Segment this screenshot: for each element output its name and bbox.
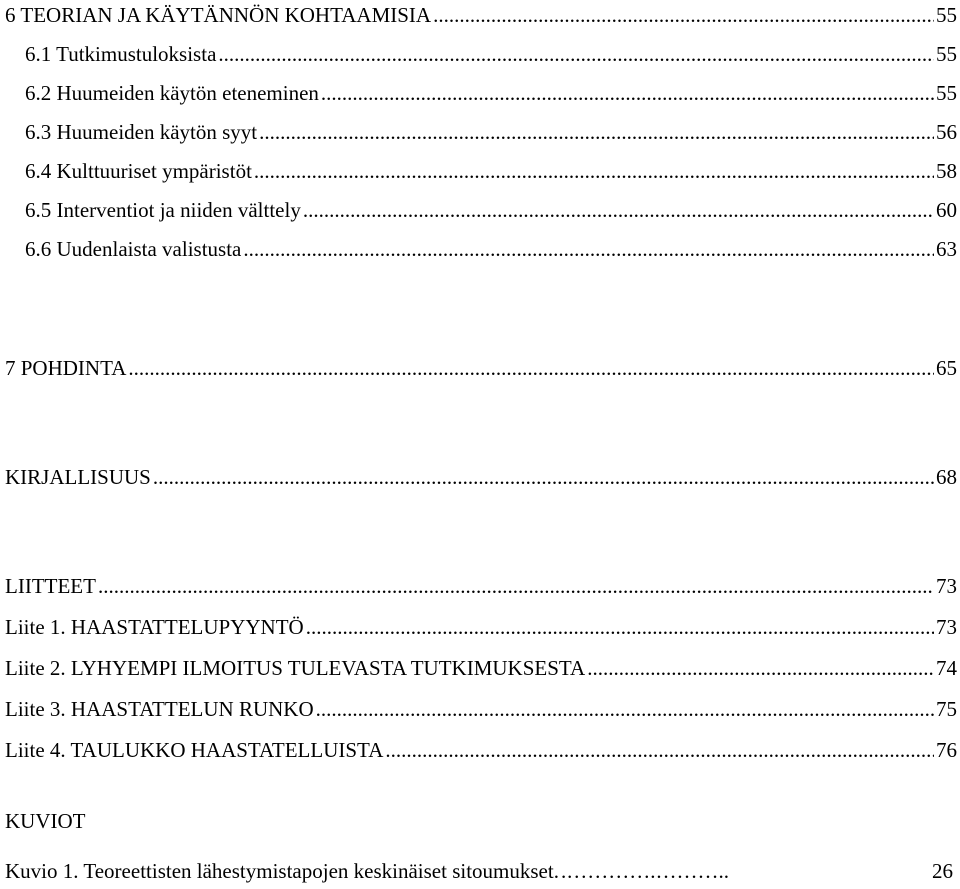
toc-entry-label: LIITTEET bbox=[5, 574, 96, 598]
toc-entry bbox=[25, 158, 960, 184]
toc-entry bbox=[5, 696, 960, 722]
toc-entry bbox=[5, 737, 960, 763]
toc-leader-dots bbox=[98, 573, 934, 599]
toc-entry-page: 56 bbox=[936, 120, 957, 144]
toc-entry-page: 55 bbox=[936, 81, 957, 105]
toc-leader-dots bbox=[321, 80, 934, 106]
toc-leader-dots bbox=[259, 119, 934, 145]
toc-entry-label: Liite 3. HAASTATTELUN RUNKO bbox=[5, 697, 314, 721]
toc-entry-label: 6.4 Kulttuuriset ympäristöt bbox=[25, 159, 252, 183]
toc-entry-page: 63 bbox=[936, 237, 957, 261]
toc-entry-label: 6.1 Tutkimustuloksista bbox=[25, 42, 217, 66]
toc-leader-dots bbox=[433, 2, 934, 28]
figures-heading: KUVIOT bbox=[5, 809, 86, 833]
toc-leader-dots bbox=[303, 197, 934, 223]
toc-leader-dots bbox=[153, 464, 934, 490]
figure-entry-page: 26 bbox=[932, 859, 953, 883]
toc-entry-label: 6 TEORIAN JA KÄYTÄNNÖN KOHTAAMISIA bbox=[5, 3, 432, 27]
toc-entry-page: 76 bbox=[936, 738, 957, 762]
toc-entry-label: 6.3 Huumeiden käytön syyt bbox=[25, 120, 258, 144]
toc-leader-dots bbox=[218, 41, 934, 67]
toc-leader-dots bbox=[587, 655, 934, 681]
toc-entry-label: 7 POHDINTA bbox=[5, 356, 127, 380]
toc-leader-dots bbox=[385, 737, 934, 763]
toc-entry-page: 55 bbox=[936, 3, 957, 27]
toc-entry-page: 75 bbox=[936, 697, 957, 721]
figure-entry-leader: .………….……….. bbox=[560, 859, 729, 883]
toc-entry-page: 60 bbox=[936, 198, 957, 222]
toc-entry-page: 73 bbox=[936, 574, 957, 598]
toc-entry-label: Liite 1. HAASTATTELUPYYNTÖ bbox=[5, 615, 304, 639]
toc-entry-page: 68 bbox=[936, 465, 957, 489]
toc-entry bbox=[5, 573, 960, 599]
toc-entry bbox=[5, 655, 960, 681]
toc-entry-label: Liite 4. TAULUKKO HAASTATELLUISTA bbox=[5, 738, 384, 762]
toc-entry-page: 65 bbox=[936, 356, 957, 380]
toc-entry-page: 74 bbox=[936, 656, 957, 680]
toc-entry-label: 6.6 Uudenlaista valistusta bbox=[25, 237, 242, 261]
toc-entry bbox=[25, 80, 960, 106]
toc-entry bbox=[25, 197, 960, 223]
toc-leader-dots bbox=[316, 696, 934, 722]
toc-entry-label: KIRJALLISUUS bbox=[5, 465, 151, 489]
toc-entry bbox=[25, 119, 960, 145]
toc-entry bbox=[5, 355, 960, 381]
toc-leader-dots bbox=[243, 236, 934, 262]
toc-entry bbox=[5, 464, 960, 490]
toc-entry-page: 55 bbox=[936, 42, 957, 66]
toc-leader-dots bbox=[128, 355, 934, 381]
toc-entry bbox=[25, 41, 960, 67]
toc-entry-label: 6.2 Huumeiden käytön eteneminen bbox=[25, 81, 319, 105]
toc-entry-label: Liite 2. LYHYEMPI ILMOITUS TULEVASTA TUTKIMUKSESTA bbox=[5, 656, 586, 680]
toc-leader-dots bbox=[254, 158, 934, 184]
toc-entry bbox=[5, 2, 960, 28]
toc-entry-page: 73 bbox=[936, 615, 957, 639]
figure-entry bbox=[5, 858, 960, 884]
toc-leader-dots bbox=[306, 614, 934, 640]
figure-entry-label: Kuvio 1. Teoreettisten lähestymistapojen keskinäiset sitoumukset. bbox=[5, 859, 559, 883]
toc-entry-label: 6.5 Interventiot ja niiden välttely bbox=[25, 198, 301, 222]
toc-entry-page: 58 bbox=[936, 159, 957, 183]
toc-entry bbox=[5, 614, 960, 640]
toc-entry bbox=[25, 236, 960, 262]
